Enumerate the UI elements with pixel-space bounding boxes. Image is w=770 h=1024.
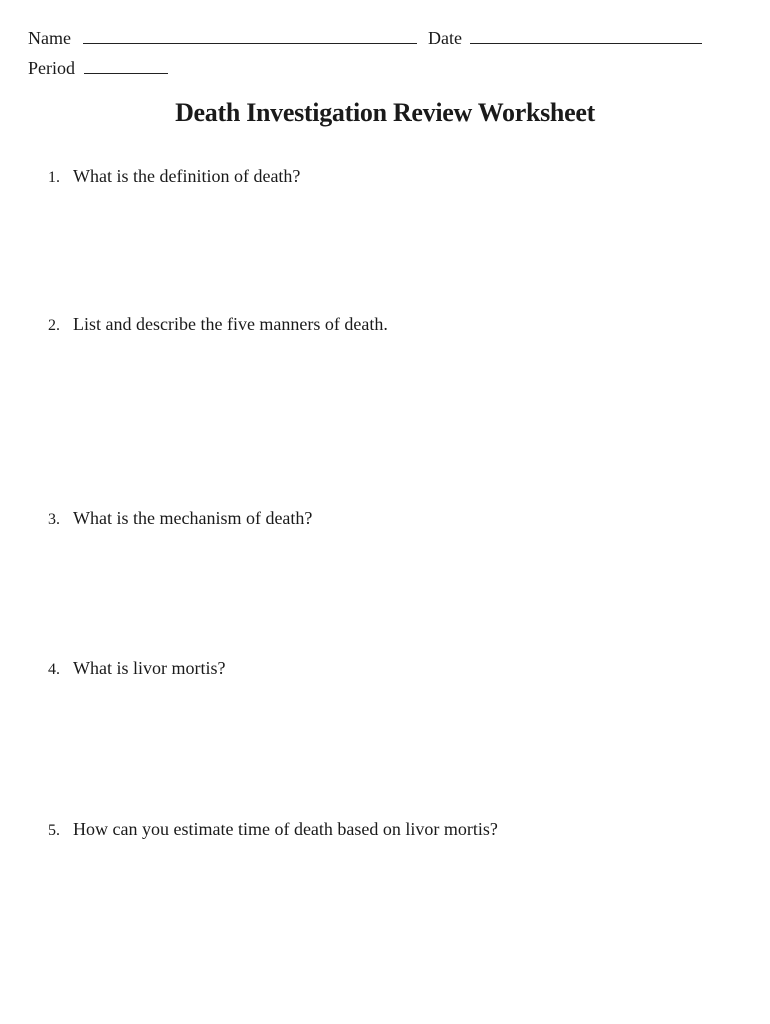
answer-area-4[interactable] — [48, 687, 728, 807]
question-number: 2. — [48, 317, 60, 334]
answer-area-5[interactable] — [48, 848, 728, 1008]
question-text: List and describe the five manners of death. — [73, 314, 388, 334]
date-label: Date — [427, 28, 462, 48]
name-date-row — [28, 27, 702, 49]
question-1 — [48, 165, 300, 189]
question-text: How can you estimate time of death based on livor mortis? — [73, 819, 498, 839]
question-number: 5. — [48, 822, 60, 839]
question-text: What is the definition of death? — [73, 166, 301, 186]
question-number: 1. — [48, 169, 60, 186]
question-2 — [48, 313, 388, 337]
question-number: 3. — [48, 511, 60, 528]
answer-area-1[interactable] — [48, 195, 728, 305]
name-label: Name — [28, 28, 71, 48]
answer-area-2[interactable] — [48, 343, 728, 503]
question-5 — [48, 818, 498, 842]
question-4 — [48, 657, 225, 681]
question-number: 4. — [48, 661, 60, 678]
question-text: What is livor mortis? — [73, 658, 226, 678]
worksheet-title: Death Investigation Review Worksheet — [175, 98, 595, 127]
period-row — [28, 57, 168, 79]
date-field[interactable] — [470, 29, 702, 44]
name-field[interactable] — [83, 29, 417, 44]
answer-area-3[interactable] — [48, 537, 728, 647]
question-3 — [48, 507, 312, 531]
question-text: What is the mechanism of death? — [73, 508, 313, 528]
period-label: Period — [28, 58, 75, 78]
period-field[interactable] — [84, 59, 168, 74]
